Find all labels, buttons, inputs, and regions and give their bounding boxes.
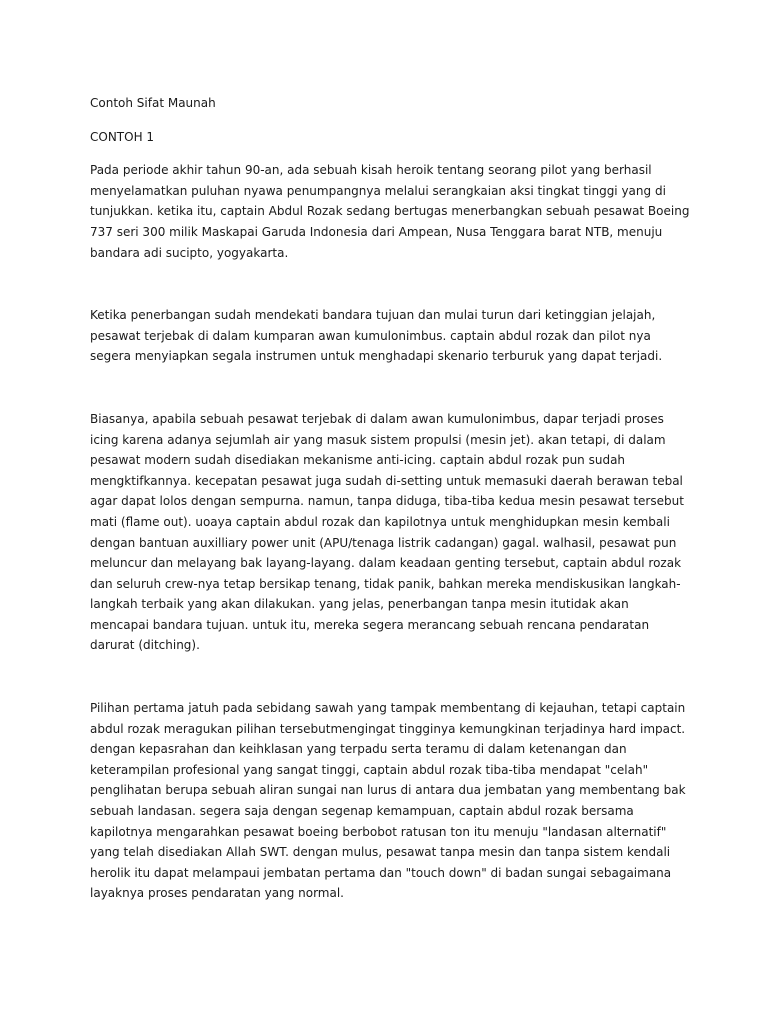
section-heading: CONTOH 1	[90, 129, 155, 144]
paragraph-2: Ketika penerbangan sudah mendekati bandara tujuan dan mulai turun dari ketinggian jelajah, pesawat terjebak di dalam kumparan awan kumulonimbus. captain abdul rozak dan pilot nya segera menyiapkan segala instrumen untuk menghadapi skenario terburuk yang dapat terjadi.	[90, 308, 663, 364]
paragraph-1: Pada periode akhir tahun 90-an, ada sebuah kisah heroik tentang seorang pilot yang berhasil menyelamatkan puluhan nyawa penumpangnya melalui serangkaian aksi tingkat tinggi yang di tunjukkan. ketika itu, captain Abdul Rozak sedang bertugas menerbangkan sebuah pesawat Boeing 737 seri 300 milik Maskapai Garuda Indonesia dari Ampean, Nusa Tenggara barat NTB, menuju bandara adi sucipto, yogyakarta.	[90, 163, 690, 260]
paragraph-4: Pilihan pertama jatuh pada sebidang sawah yang tampak membentang di kejauhan, tetapi captain abdul rozak meragukan pilihan tersebutmengingat tingginya kemungkinan terjadinya hard impact. dengan kepasrahan dan keihklasan yang terpadu serta teramu di dalam ketenangan dan keterampilan profesional yang sangat tinggi, captain abdul rozak tiba-tiba mendapat "celah" penglihatan berupa sebuah aliran sungai nan lurus di antara dua jembatan yang membentang bak sebuah landasan. segera saja dengan segenap kemampuan, captain abdul rozak bersama kapilotnya mengarahkan pesawat boeing berbobot ratusan ton itu menuju "landasan alternatif" yang telah disediakan Allah SWT. dengan mulus, pesawat tanpa mesin dan tanpa sistem kendali herolik itu dapat melampaui jembatan pertama dan "touch down" di badan sungai sebagaimana layaknya proses pendaratan yang normal.	[90, 701, 686, 901]
document-title: Contoh Sifat Maunah	[90, 96, 216, 110]
paragraph-3: Biasanya, apabila sebuah pesawat terjebak di dalam awan kumulonimbus, dapar terjadi proses icing karena adanya sejumlah air yang masuk sistem propulsi (mesin jet). akan tetapi, di dalam pesawat modern sudah disediakan mekanisme anti-icing. captain abdul rozak pun sudah mengktifkannya. kecepatan pesawat juga sudah di-setting untuk memasuki daerah berawan tebal agar dapat lolos dengan sempurna. namun, tanpa diduga, tiba-tiba kedua mesin pesawat tersebut mati (flame out). uoaya captain abdul rozak dan kapilotnya untuk menghidupkan mesin kembali dengan bantuan auxilliary power unit (APU/tenaga listrik cadangan) gagal. walhasil, pesawat pun meluncur dan melayang bak layang-layang. dalam keadaan genting tersebut, captain abdul rozak dan seluruh crew-nya tetap bersikap tenang, tidak panik, bahkan mereka mendiskusikan langkah-langkah terbaik yang akan dilakukan. yang jelas, penerbangan tanpa mesin itutidak akan mencapai bandara tujuan. untuk itu, mereka segera merancang sebuah rencana pendaratan darurat (ditching).	[90, 411, 684, 653]
document-body	[90, 93, 690, 946]
